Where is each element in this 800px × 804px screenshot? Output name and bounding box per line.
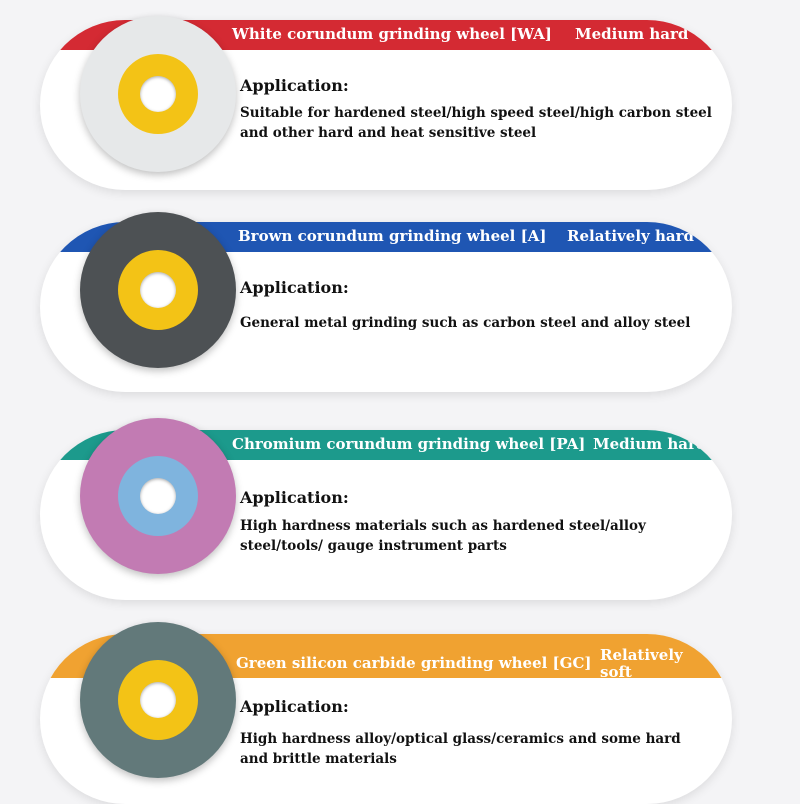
grinding-wheel-image: [80, 622, 236, 778]
application-label: Application:: [240, 278, 349, 297]
wheel-title: Green silicon carbide grinding wheel [GC]: [236, 654, 592, 672]
wheel-title: White corundum grinding wheel [WA]: [232, 25, 552, 43]
wheel-center-hole: [140, 478, 176, 514]
application-label: Application:: [240, 697, 349, 716]
grinding-wheel-image: [80, 212, 236, 368]
grinding-wheel-image: [80, 418, 236, 574]
application-description: High hardness alloy/optical glass/ceramics and some hard and brittle materials: [240, 731, 681, 767]
hardness-label: Medium hard: [575, 25, 689, 43]
hardness-label: Relatively hard: [567, 227, 694, 245]
wheel-title: Brown corundum grinding wheel [A]: [238, 227, 547, 245]
wheel-center-hole: [140, 682, 176, 718]
application-label: Application:: [240, 76, 349, 95]
application-description: General metal grinding such as carbon steel and alloy steel: [240, 315, 691, 331]
grinding-wheel-image: [80, 16, 236, 172]
application-description: Suitable for hardened steel/high speed steel/high carbon steel and other hard and heat sensitive steel: [240, 105, 712, 141]
hardness-label: Medium hard: [593, 435, 707, 453]
wheel-center-hole: [140, 76, 176, 112]
application-description: High hardness materials such as hardened steel/alloy steel/tools/ gauge instrument parts: [240, 518, 646, 554]
wheel-title: Chromium corundum grinding wheel [PA]: [232, 435, 586, 453]
wheel-center-hole: [140, 272, 176, 308]
application-label: Application:: [240, 488, 349, 507]
hardness-label: Relatively soft: [600, 646, 683, 681]
